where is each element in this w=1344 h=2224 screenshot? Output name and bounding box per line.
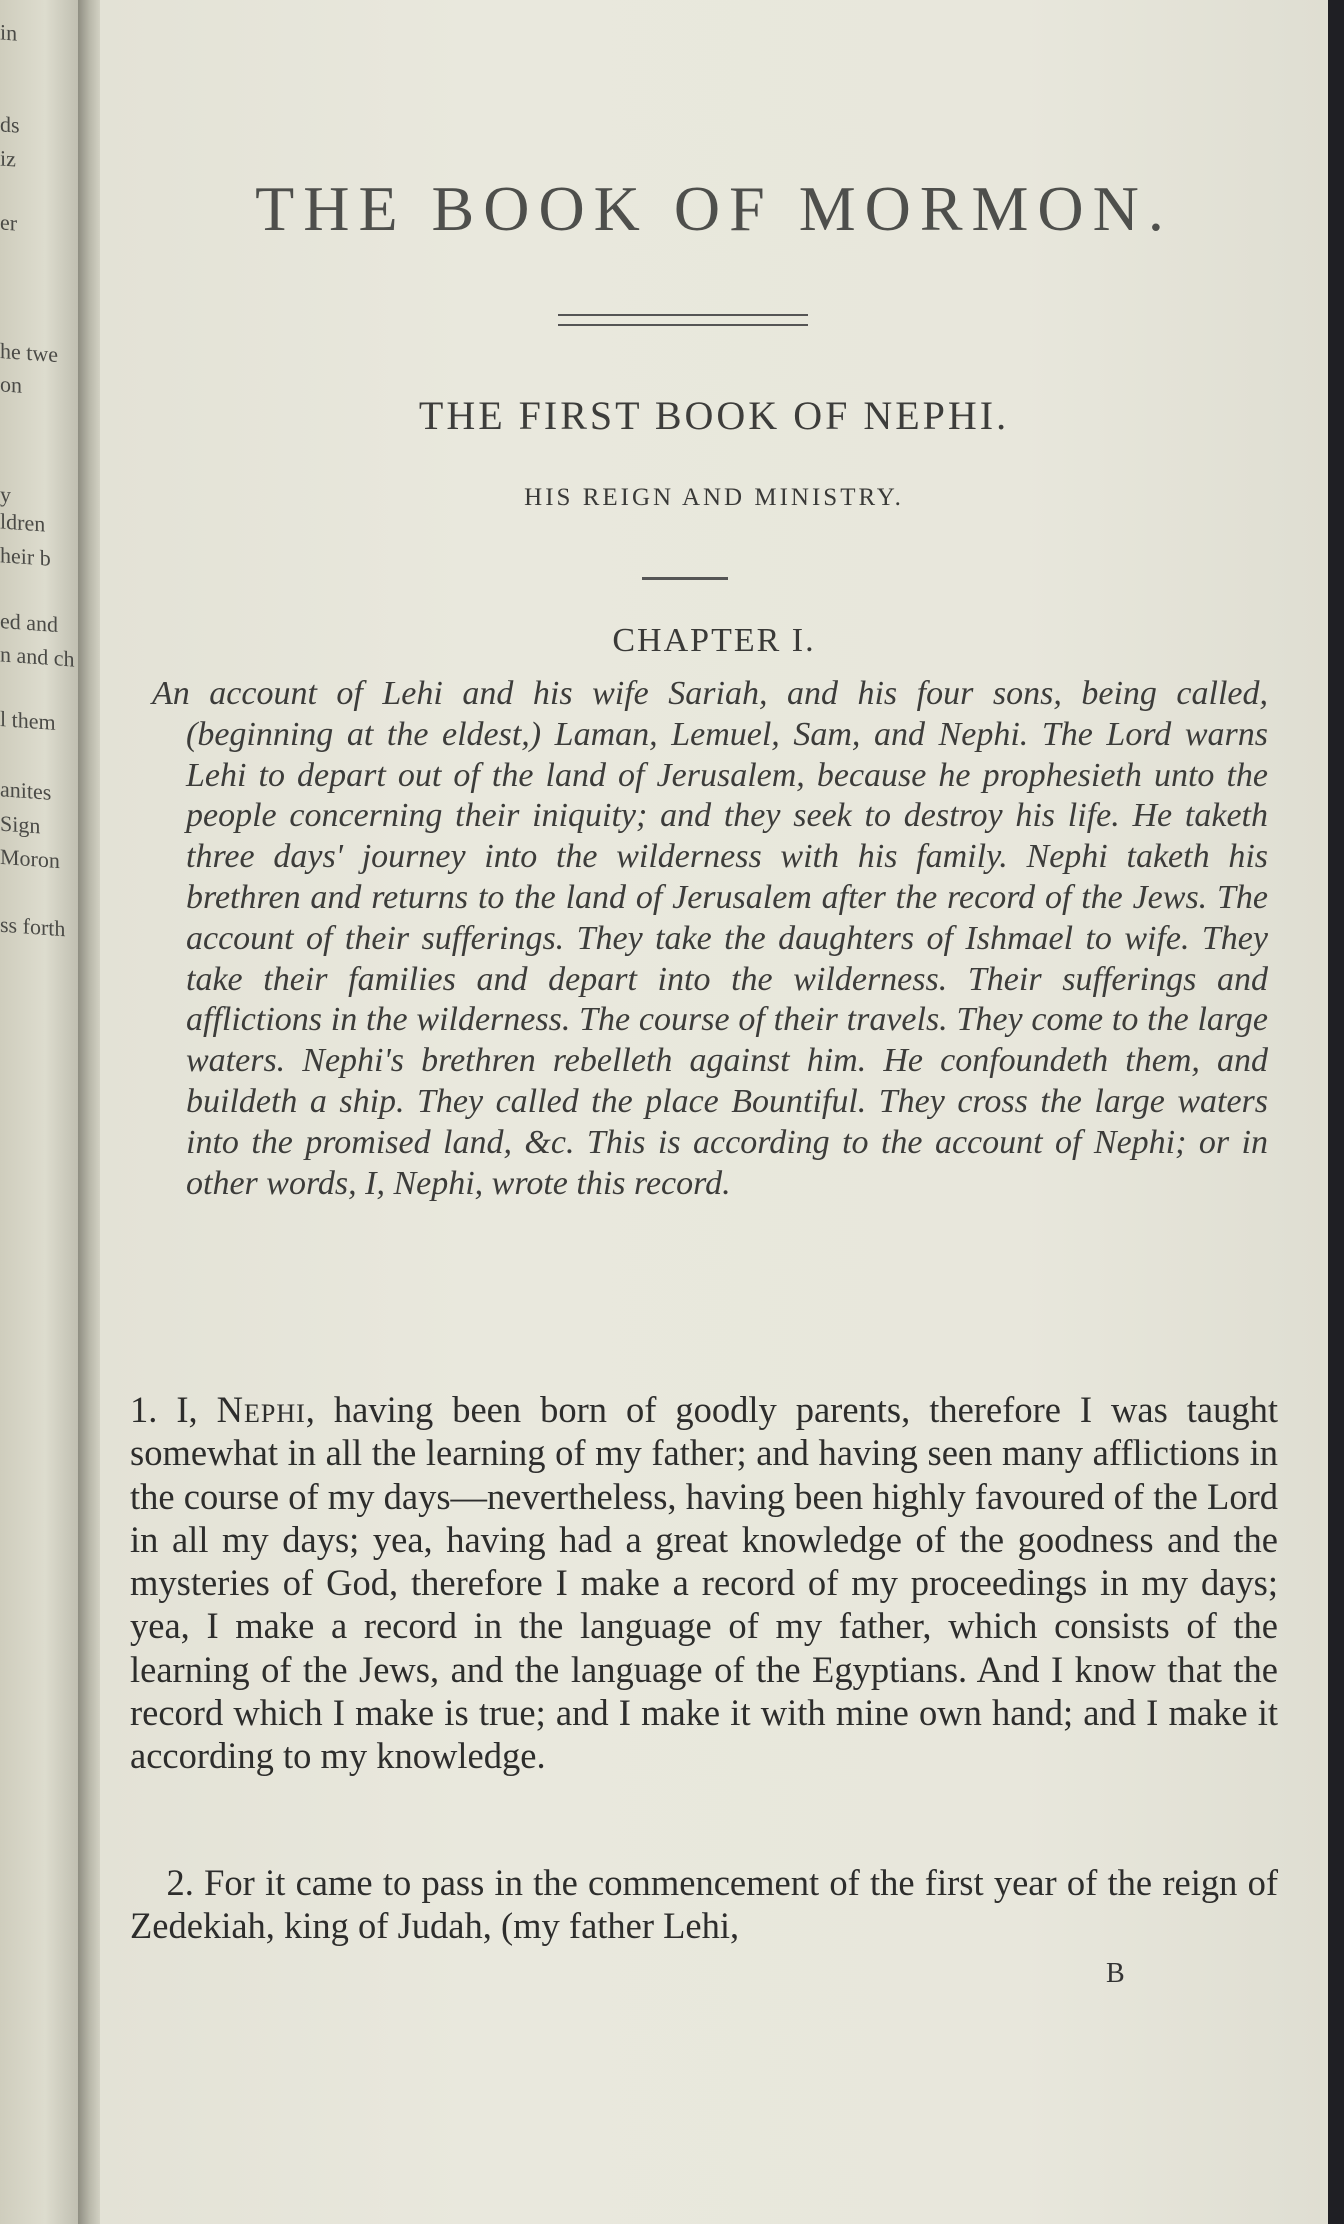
book-subtitle: HIS REIGN AND MINISTRY. bbox=[524, 484, 904, 511]
book-title: THE FIRST BOOK OF NEPHI. bbox=[418, 393, 1010, 438]
verse-text: , having been born of goodly parents, therefore I was taught somewhat in all the learning of my father; and having seen many afflictions in the course of my days—nevertheless, having been highly favoured of the Lord in all my days; yea, having had a great knowledge of the goodness and the mysteries of God, therefore I make a record of my proceedings in my days; yea, I make a record in the language of my father, which consists of the learning of the Jews, and the language of the Egyptians. And I know that the record which I make is true; and I make it with mine own hand; and I make it according to my knowledge. bbox=[130, 1389, 1279, 1777]
facing-page-fragment: heir b bbox=[0, 542, 51, 571]
verse-number: 2. bbox=[166, 1862, 194, 1903]
facing-page-fragment: in bbox=[0, 19, 18, 46]
verse-number: 1. bbox=[130, 1389, 158, 1430]
background-edge bbox=[1328, 0, 1344, 2224]
facing-page-fragment: iz bbox=[0, 145, 16, 172]
facing-page-fragment: er bbox=[0, 209, 18, 236]
chapter-heading: CHAPTER I. bbox=[612, 622, 816, 659]
facing-page-edge bbox=[0, 0, 82, 2224]
facing-page-fragment: on bbox=[0, 371, 22, 398]
facing-page-fragment: anites bbox=[0, 776, 52, 805]
verse-name: Nephi bbox=[216, 1389, 306, 1430]
facing-page-fragment: l them bbox=[0, 706, 56, 735]
signature-mark: B bbox=[1106, 1958, 1125, 1989]
facing-page-fragment: ss forth bbox=[0, 911, 66, 942]
double-rule-divider bbox=[558, 314, 808, 326]
facing-page-fragment: ldren bbox=[0, 508, 46, 537]
facing-page-fragment: y bbox=[0, 481, 11, 508]
chapter-summary: An account of Lehi and his wife Sariah, and his four sons, being called, (beginning at the eldest,) Laman, Lemuel, Sam, and Nephi. The Lord warns Lehi to depart out of the land of Jerusalem, because he prophesieth unto the people concerning their iniquity; and they seek to destroy his life. He taketh three days' journey into the wilderness with his family. Nephi taketh his brethren and returns to the land of Jerusalem after the record of the Jews. The account of their sufferings. They take the daughters of Ishmael to wife. They take their families and depart into the wilderness. Their sufferings and afflictions in the wilderness. The course of their travels. They come to the large waters. Nephi's brethren rebelleth against him. He confoundeth them, and buildeth a ship. They called the place Bountiful. They cross the large waters into the promised land, &c. This is according to the account of Nephi; or in other words, I, Nephi, wrote this record. bbox=[152, 675, 1268, 1202]
page-title: THE BOOK OF MORMON. bbox=[255, 173, 1173, 244]
verse-text: For it came to pass in the commencement of the first year of the reign of Zedekiah, king of Judah, (my father Lehi, bbox=[130, 1862, 1278, 1947]
verse-1 bbox=[130, 1388, 1278, 1778]
facing-page-fragment: he twe bbox=[0, 337, 59, 368]
facing-page-fragment: n and ch bbox=[0, 641, 75, 672]
book-page bbox=[100, 0, 1328, 2224]
verse-lead: I, bbox=[176, 1389, 198, 1430]
short-rule-divider bbox=[642, 577, 728, 580]
facing-page-fragment: ed and bbox=[0, 607, 59, 638]
facing-page-fragment: Moron bbox=[0, 843, 60, 874]
facing-page-fragment: Sign bbox=[0, 810, 41, 839]
facing-page-fragment: ds bbox=[0, 111, 20, 138]
verse-2 bbox=[130, 1861, 1278, 1948]
